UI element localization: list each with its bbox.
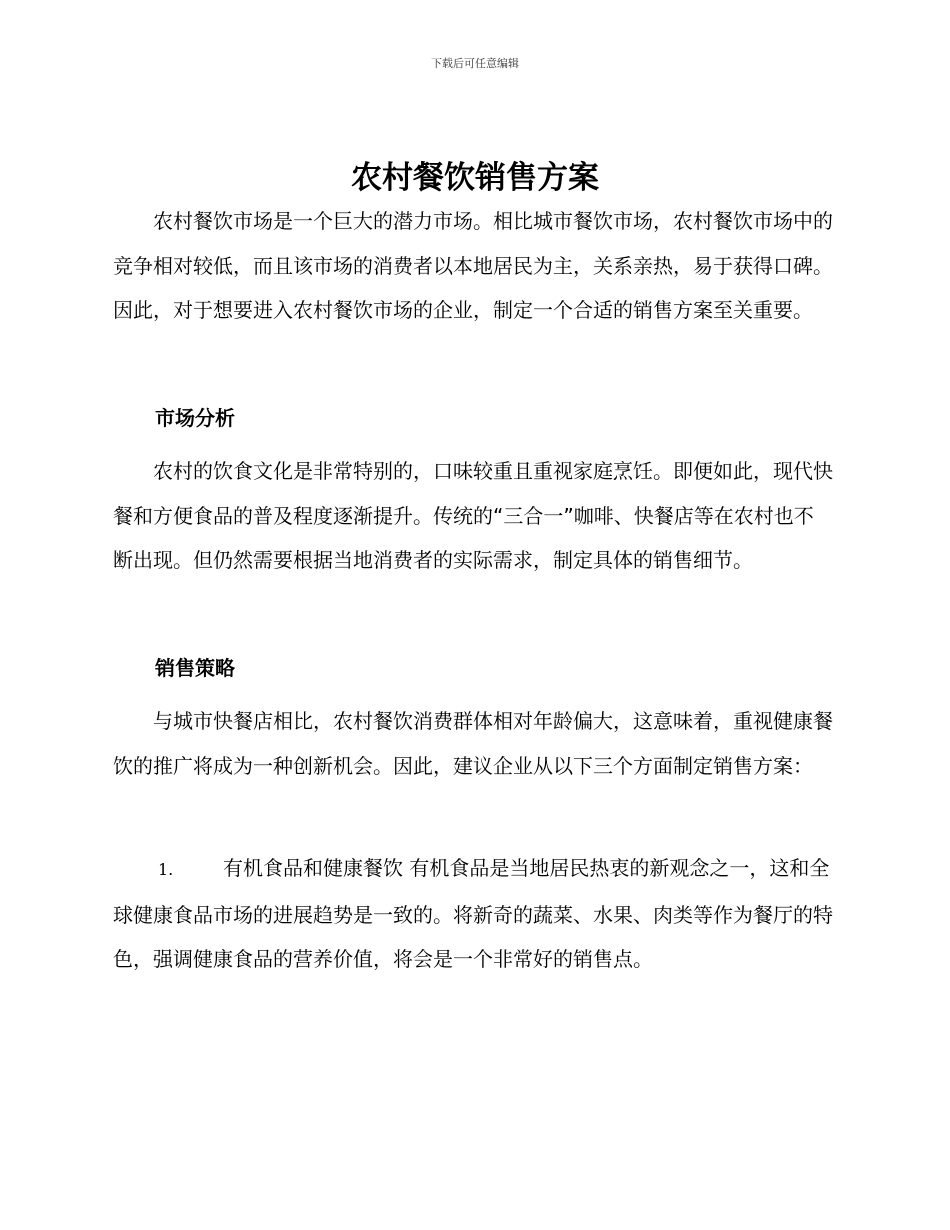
header-note: 下载后可任意编辑 [431,57,519,70]
market-analysis-paragraph: 农村的饮食文化是非常特别的，口味较重且重视家庭烹饪。即便如此，现代快餐和方便食品的普及程度逐渐提升。传统的“三合一”咖啡、快餐店等在农村也不断出现。但仍然需要根据当地消费者的实际需求，制定具体的销售细节。 [113,459,833,572]
list-item-number: 1. [158,860,174,879]
section-heading-sales-strategy: 销售策略 [155,656,235,680]
document-title: 农村餐饮销售方案 [351,160,599,196]
list-item-text: 有机食品和健康餐饮 有机食品是当地居民热衷的新观念之一，这和全球健康食品市场的进展趋势是一致的。将新奇的蔬菜、水果、肉类等作为餐厅的特色，强调健康食品的营养价值，将会是一个非常好的销售点。 [113,856,833,971]
section-heading-market-analysis: 市场分析 [155,406,235,430]
sales-strategy-paragraph: 与城市快餐店相比，农村餐饮消费群体相对年龄偏大，这意味着，重视健康餐饮的推广将成为一种创新机会。因此，建议企业从以下三个方面制定销售方案： [113,709,833,778]
intro-paragraph: 农村餐饮市场是一个巨大的潜力市场。相比城市餐饮市场，农村餐饮市场中的竞争相对较低，而且该市场的消费者以本地居民为主，关系亲热，易于获得口碑。因此，对于想要进入农村餐饮市场的企业，制定一个合适的销售方案至关重要。 [113,209,833,322]
list-item [113,846,843,982]
